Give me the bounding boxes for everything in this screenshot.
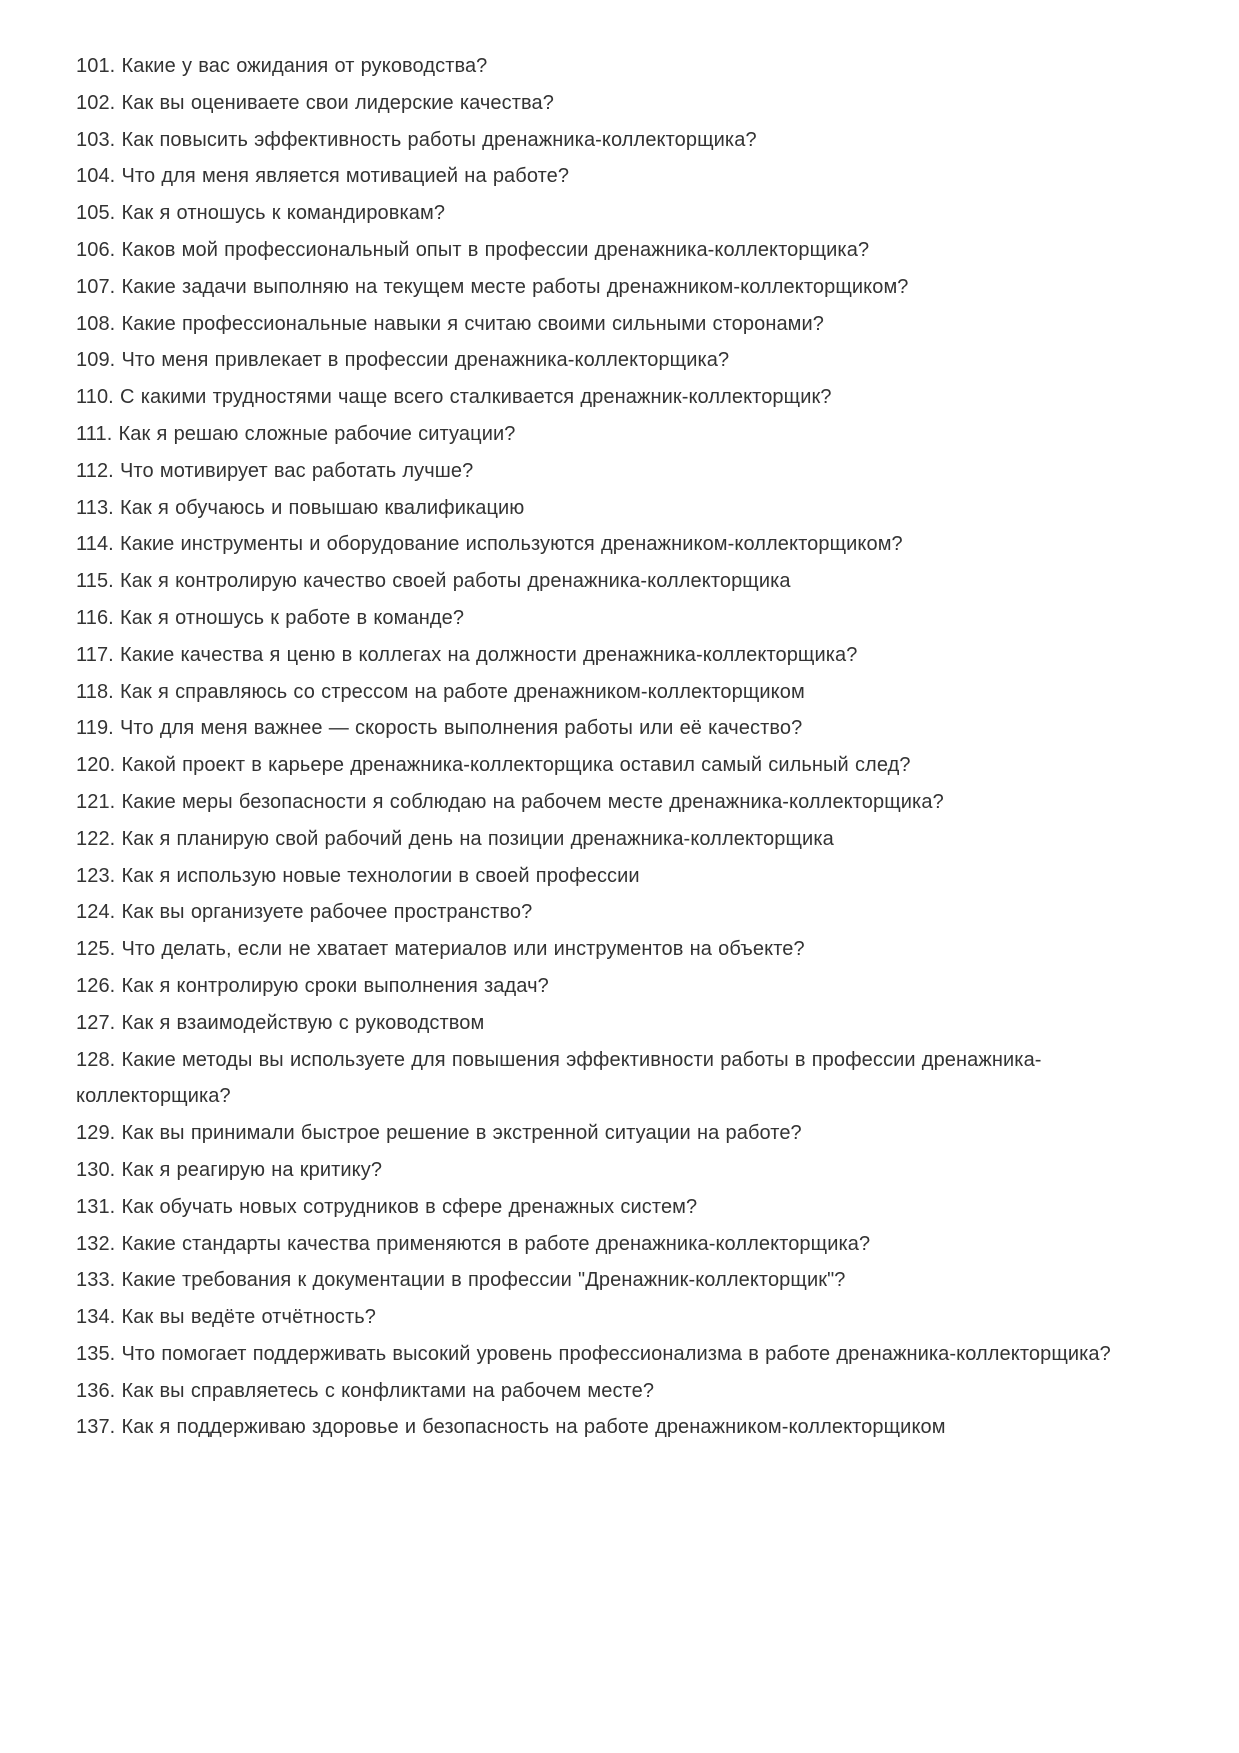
list-item: 125. Что делать, если не хватает материалов или инструментов на объекте?	[76, 938, 805, 961]
list-item: 124. Как вы организуете рабочее пространство?	[76, 901, 533, 924]
list-item: 122. Как я планирую свой рабочий день на позиции дренажника-коллекторщика	[76, 827, 834, 850]
list-item: 103. Как повысить эффективность работы дренажника-коллекторщика?	[76, 128, 757, 151]
list-item: 133. Какие требования к документации в профессии "Дренажник-коллекторщик"?	[76, 1269, 846, 1292]
list-item: 132. Какие стандарты качества применяются в работе дренажника-коллекторщика?	[76, 1232, 871, 1255]
list-item: 111. Как я решаю сложные рабочие ситуации?	[76, 422, 516, 445]
list-item: 127. Как я взаимодействую с руководством	[76, 1011, 485, 1034]
list-item: 112. Что мотивирует вас работать лучше?	[76, 459, 474, 482]
list-item: 106. Каков мой профессиональный опыт в профессии дренажника-коллекторщика?	[76, 238, 870, 261]
list-item: 119. Что для меня важнее — скорость выполнения работы или её качество?	[76, 717, 803, 740]
list-item: 104. Что для меня является мотивацией на работе?	[76, 165, 570, 188]
list-item: 136. Как вы справляетесь с конфликтами на рабочем месте?	[76, 1379, 655, 1402]
list-item: 131. Как обучать новых сотрудников в сфере дренажных систем?	[76, 1195, 698, 1218]
list-item: 117. Какие качества я ценю в коллегах на должности дренажника-коллекторщика?	[76, 643, 858, 666]
list-item: 128. Какие методы вы используете для повышения эффективности работы в профессии дренажника-коллекторщика?	[76, 1048, 1042, 1108]
list-item: 123. Как я использую новые технологии в своей профессии	[76, 864, 640, 887]
list-item: 134. Как вы ведёте отчётность?	[76, 1306, 377, 1329]
list-item: 120. Какой проект в карьере дренажника-коллекторщика оставил самый сильный след?	[76, 754, 911, 777]
list-item: 101. Какие у вас ожидания от руководства?	[76, 55, 488, 77]
list-item: 116. Как я отношусь к работе в команде?	[76, 606, 465, 629]
list-item: 130. Как я реагирую на критику?	[76, 1158, 383, 1181]
list-item: 129. Как вы принимали быстрое решение в экстренной ситуации на работе?	[76, 1122, 802, 1145]
list-item: 110. С какими трудностями чаще всего сталкивается дренажник-коллекторщик?	[76, 386, 832, 409]
list-item: 121. Какие меры безопасности я соблюдаю на рабочем месте дренажника-коллекторщика?	[76, 790, 944, 813]
list-item: 135. Что помогает поддерживать высокий уровень профессионализма в работе дренажника-коллекторщика?	[76, 1342, 1111, 1365]
list-item: 102. Как вы оцениваете свои лидерские качества?	[76, 91, 554, 114]
list-item: 137. Как я поддерживаю здоровье и безопасность на работе дренажником-коллекторщиком	[76, 1416, 946, 1439]
list-item: 113. Как я обучаюсь и повышаю квалификацию	[76, 496, 525, 519]
question-list	[76, 48, 1159, 1446]
list-item: 114. Какие инструменты и оборудование используются дренажником-коллекторщиком?	[76, 533, 903, 556]
list-item: 109. Что меня привлекает в профессии дренажника-коллекторщика?	[76, 349, 730, 372]
list-item: 107. Какие задачи выполняю на текущем месте работы дренажником-коллекторщиком?	[76, 275, 909, 298]
list-item: 118. Как я справляюсь со стрессом на работе дренажником-коллекторщиком	[76, 680, 805, 703]
list-item: 126. Как я контролирую сроки выполнения задач?	[76, 974, 549, 997]
list-item: 115. Как я контролирую качество своей работы дренажника-коллекторщика	[76, 570, 791, 593]
list-item: 105. Как я отношусь к командировкам?	[76, 202, 446, 225]
list-item: 108. Какие профессиональные навыки я считаю своими сильными сторонами?	[76, 312, 825, 335]
